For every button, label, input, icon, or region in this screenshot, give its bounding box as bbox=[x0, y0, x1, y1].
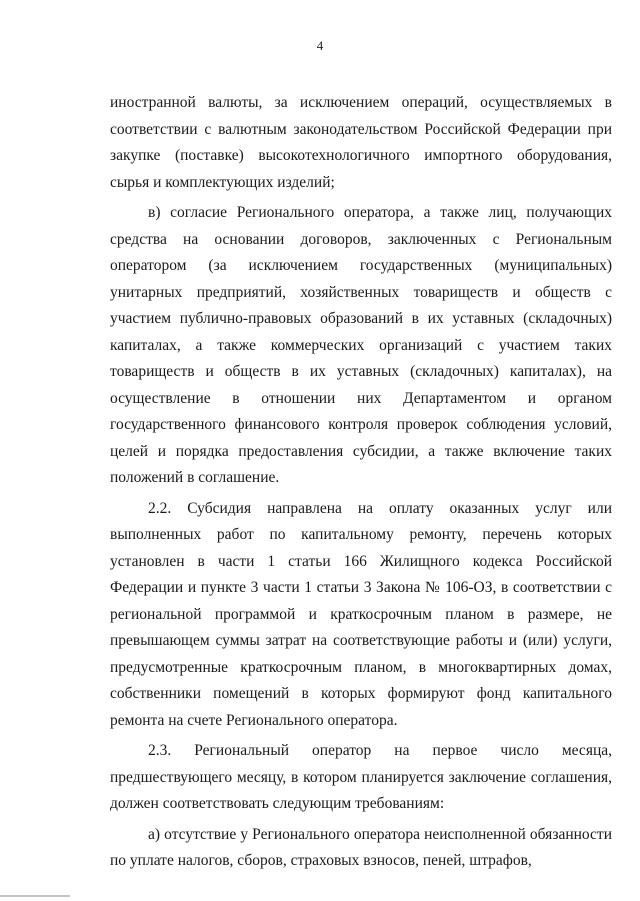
paragraph-2-3: 2.3. Региональный оператор на первое число месяца, предшествующего месяцу, в котором планируется заключение соглашения, должен соответствовать следующим требованиям: bbox=[110, 742, 612, 812]
page-number: 4 bbox=[316, 38, 324, 53]
paragraph-continuation: иностранной валюты, за исключением операций, осуществляемых в соответствии с валютным законодательством Российской Федерации при закупке (поставке) высокотехнологичного импортного оборудования, сырья и комплектующих изделий; bbox=[110, 94, 612, 191]
paragraph-clause-a: а) отсутствие у Регионального оператора неисполненной обязанности по уплате налогов, сборов, страховых взносов, пеней, штрафов, bbox=[110, 825, 612, 869]
scan-edge-mark bbox=[0, 895, 70, 897]
document-body bbox=[110, 90, 612, 879]
paragraph-clause-v: в) согласие Регионального оператора, а также лиц, получающих средства на основании договоров, заключенных с Региональным оператором (за исключением государственных (муниципальных) унитарных предприятий, хозяйственных товариществ и обществ с участием публично-правовых образований в их уставных (складочных) капиталах, а также коммерческих организаций с участием таких товариществ и обществ в их уставных (складочных) капиталах), на осуществление в отношении них Департаментом и органом государственного финансового контроля проверок соблюдения условий, целей и порядка предоставления субсидии, а также включение таких положений в соглашение. bbox=[110, 204, 612, 486]
paragraph-2-2: 2.2. Субсидия направлена на оплату оказанных услуг или выполненных работ по капитальному ремонту, перечень которых установлен в части 1 статьи 166 Жилищного кодекса Российской Федерации и пункте 3 части 1 статьи 3 Закона № 106-ОЗ, в соответствии с региональной программой и краткосрочным планом в размере, не превышающем суммы затрат на соответствующие работы и (или) услуги, предусмотренные краткосрочным планом, в многоквартирных домах, собственники помещений в которых формируют фонд капитального ремонта на счете Регионального оператора. bbox=[110, 499, 612, 729]
